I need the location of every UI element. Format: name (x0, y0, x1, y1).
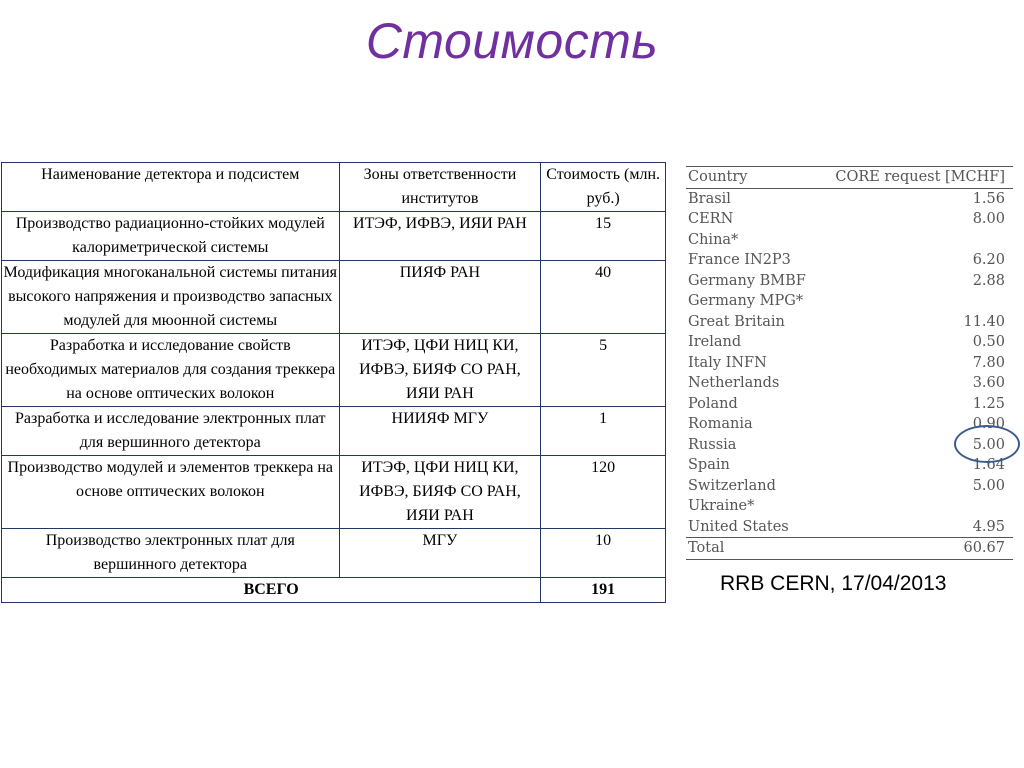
cern-value: 7.80 (972, 354, 1005, 371)
row-zone: ИТЭФ, ЦФИ НИЦ КИ, ИФВЭ, БИЯФ СО РАН, ИЯИ РАН (339, 334, 541, 407)
table-row (2, 529, 666, 578)
cern-row (686, 291, 1013, 312)
row-cost: 40 (541, 261, 666, 334)
cern-row (686, 188, 1013, 209)
row-zone: МГУ (339, 529, 541, 578)
table-row (2, 212, 666, 261)
row-zone: НИИЯФ МГУ (339, 407, 541, 456)
table-row (2, 407, 666, 456)
cern-value: 1.25 (972, 395, 1005, 412)
cern-country: China* (688, 231, 739, 248)
cern-row (686, 394, 1013, 415)
total-value: 191 (541, 578, 666, 603)
row-name: Модификация многоканальной системы питания высокого напряжения и производство запасных модулей для мюонной системы (2, 261, 340, 334)
cern-country: Poland (688, 395, 738, 412)
cern-row (686, 332, 1013, 353)
russia-highlight-circle (954, 425, 1020, 463)
cern-total-value: 60.67 (818, 538, 1013, 560)
cern-country: Ireland (688, 334, 742, 350)
cern-row (686, 496, 1013, 517)
cern-country: Brasil (688, 190, 731, 207)
cern-country: Germany BMBF (688, 272, 806, 289)
cern-value: 4.95 (818, 517, 1013, 538)
cern-row (686, 209, 1013, 230)
cern-country: Romania (688, 416, 753, 432)
cern-country: Russia (688, 436, 737, 453)
cern-value (818, 230, 1013, 251)
row-zone: ИТЭФ, ИФВЭ, ИЯИ РАН (339, 212, 541, 261)
cern-value: 0.90 (972, 416, 1005, 432)
row-cost: 120 (541, 456, 666, 529)
row-cost: 5 (541, 334, 666, 407)
cern-row (686, 517, 1013, 538)
row-name: Разработка и исследование свойств необходимых материалов для создания треккера на основе оптических волокон (2, 334, 340, 407)
row-cost: 10 (541, 529, 666, 578)
table-header-row (2, 163, 666, 212)
cern-country: Switzerland (688, 477, 776, 494)
cern-country: Netherlands (688, 375, 780, 391)
cern-country: CERN (688, 211, 734, 227)
cern-value: 2.88 (972, 272, 1005, 289)
cern-value: 1.56 (972, 190, 1005, 207)
cern-value (818, 496, 1013, 517)
cern-request-table (686, 166, 1013, 560)
cern-row (686, 353, 1013, 374)
cern-value: 8.00 (972, 211, 1005, 227)
cern-row (686, 230, 1013, 251)
row-name: Производство модулей и элементов треккера на основе оптических волокон (2, 456, 340, 529)
cern-header-value: CORE request [MCHF] (818, 167, 1013, 189)
cost-table (1, 162, 666, 603)
row-cost: 15 (541, 212, 666, 261)
header-name: Наименование детектора и подсистем (2, 163, 340, 212)
total-label: ВСЕГО (2, 578, 541, 603)
cern-row (686, 373, 1013, 394)
source-caption: RRB CERN, 17/04/2013 (720, 572, 947, 595)
cern-header-row (686, 167, 1013, 189)
row-zone: ИТЭФ, ЦФИ НИЦ КИ, ИФВЭ, БИЯФ СО РАН, ИЯИ РАН (339, 456, 541, 529)
cern-total-row (686, 538, 1013, 560)
cern-country: Italy INFN (688, 354, 767, 371)
header-cost: Стоимость (млн. руб.) (541, 163, 666, 212)
cern-value: 5.00 (972, 477, 1005, 494)
cern-country: United States (686, 517, 818, 538)
cern-value: 6.20 (972, 252, 1005, 268)
cern-value: 5.00 (972, 436, 1005, 453)
cern-country: Ukraine* (688, 498, 755, 514)
cern-country: Spain (688, 457, 730, 473)
cern-row (686, 312, 1013, 333)
cern-value (818, 291, 1013, 312)
table-row (2, 334, 666, 407)
table-row (2, 456, 666, 529)
cern-row (686, 250, 1013, 271)
cern-value: 11.40 (963, 313, 1005, 330)
row-zone: ПИЯФ РАН (339, 261, 541, 334)
cern-country: Germany MPG* (688, 293, 804, 309)
cern-country: Great Britain (688, 313, 785, 330)
header-zone: Зоны ответственности институтов (339, 163, 541, 212)
cern-value: 3.60 (972, 375, 1005, 391)
cern-row (686, 271, 1013, 292)
cern-value: 0.50 (972, 334, 1005, 350)
cern-country: France IN2P3 (688, 252, 791, 268)
row-name: Производство электронных плат для вершинного детектора (2, 529, 340, 578)
table-total-row (2, 578, 666, 603)
cern-value: 1.64 (972, 457, 1005, 473)
table-row (2, 261, 666, 334)
cern-total-label: Total (686, 538, 818, 560)
row-name: Разработка и исследование электронных плат для вершинного детектора (2, 407, 340, 456)
cern-header-country: Country (686, 167, 818, 189)
row-cost: 1 (541, 407, 666, 456)
row-name: Производство радиационно-стойких модулей калориметрической системы (2, 212, 340, 261)
slide-title: Стоимость (365, 13, 659, 69)
cern-row (686, 476, 1013, 497)
